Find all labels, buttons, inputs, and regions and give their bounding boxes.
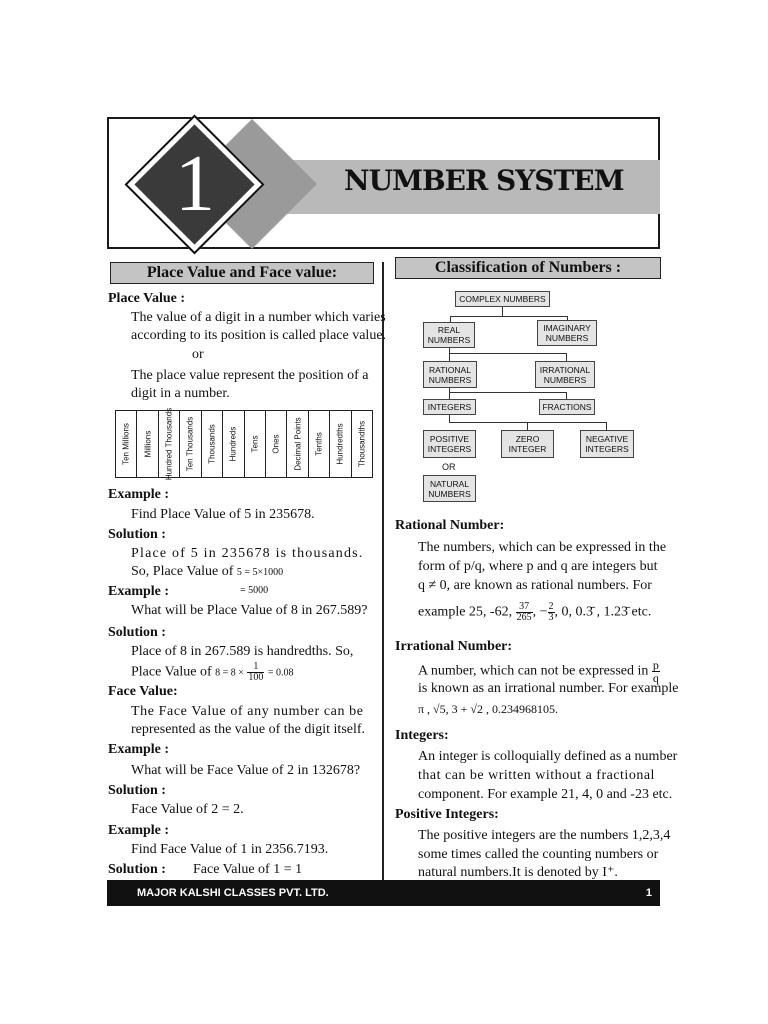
connector xyxy=(449,392,567,393)
face-value-line-2: represented as the value of the digit itself. xyxy=(131,722,366,737)
or-text: or xyxy=(192,347,204,362)
column-divider xyxy=(382,262,384,882)
example-3-question: What will be Face Value of 2 in 132678? xyxy=(131,763,361,778)
connector xyxy=(527,422,528,430)
page-footer xyxy=(107,880,660,906)
right-section-heading: Classification of Numbers : xyxy=(395,257,661,279)
solution-2-line-1: Place of 8 in 267.589 is handredths. So, xyxy=(131,644,354,659)
pv-column: Hundred Thousands xyxy=(158,411,179,477)
solution-1-label: Solution : xyxy=(108,527,166,542)
pv-column: Ten Thousands xyxy=(179,411,200,477)
fraction-p-over-q: $\frac{p}{q}$ xyxy=(652,658,659,685)
connector xyxy=(449,422,607,423)
pv-column: Millions xyxy=(136,411,157,477)
node-positive-integers: POSITIVE INTEGERS xyxy=(423,430,476,458)
pv-column: Tenths xyxy=(308,411,329,477)
solution-3-text: Face Value of 2 = 2. xyxy=(131,802,244,817)
connector xyxy=(566,392,567,399)
rational-line-2: form of p/q, where p and q are integers but xyxy=(418,559,658,574)
chapter-number: 1 xyxy=(175,140,215,228)
rational-number-label: Rational Number: xyxy=(395,518,505,533)
pv-column: Hundredths xyxy=(329,411,350,477)
place-value-table xyxy=(115,407,373,481)
example-2-label: Example : xyxy=(108,584,170,599)
node-integers: INTEGERS xyxy=(423,399,476,415)
rational-line-4: example 25, -62, $\frac{37}{265}$ , − $\frac{2}{3}$ , 0, 0.3̄ , 1.23̄ etc. xyxy=(418,601,652,623)
chapter-title: NUMBER SYSTEM xyxy=(344,164,624,197)
connector xyxy=(502,307,503,316)
footer-publisher: MAJOR KALSHI CLASSES PVT. LTD. xyxy=(137,887,329,899)
pv-definition-alt-line-2: digit in a number. xyxy=(131,386,230,401)
page-number: 1 xyxy=(645,887,652,899)
connector xyxy=(449,353,567,354)
irrational-line-3: π , √5, 3 + √2 , 0.234968105. xyxy=(418,702,558,716)
left-section-heading: Place Value and Face value: xyxy=(110,262,374,284)
pv-column: Thousands xyxy=(201,411,222,477)
integers-line-1: An integer is colloquially defined as a number xyxy=(418,749,678,764)
node-fractions: FRACTIONS xyxy=(539,399,595,415)
solution-4-label: Solution : xyxy=(108,862,166,877)
fraction-2-over-3: $\frac{2}{3}$ xyxy=(548,601,554,623)
connector xyxy=(566,353,567,361)
node-irrational-numbers: IRRATIONAL NUMBERS xyxy=(535,361,595,388)
example-1-label: Example : xyxy=(108,487,170,502)
solution-3-label: Solution : xyxy=(108,783,166,798)
solution-2-line-2: Place Value of 8 = 8 × $\frac{1}{100}$ = 0.08 xyxy=(131,661,294,683)
positive-line-3: natural numbers.It is denoted by I⁺. xyxy=(418,865,618,880)
rational-line-1: The numbers, which can be expressed in the xyxy=(418,540,667,555)
pv-column: Ones xyxy=(265,411,286,477)
pv-column: Hundreds xyxy=(222,411,243,477)
node-zero-integer: ZERO INTEGER xyxy=(501,430,554,458)
fraction-37-over-265: $\frac{37}{265}$ xyxy=(516,601,532,623)
rational-line-3: q ≠ 0, are known as rational numbers. For xyxy=(418,578,652,593)
face-value-label: Face Value: xyxy=(108,684,178,699)
pv-column: Thousandths xyxy=(351,411,373,477)
solution-2-label: Solution : xyxy=(108,625,166,640)
place-value-label: Place Value : xyxy=(108,291,185,306)
solution-1-line-1: Place of 5 in 235678 is thousands. xyxy=(131,546,364,561)
pv-definition-line-1: The value of a digit in a number which varies xyxy=(131,310,386,325)
pv-column: Tens xyxy=(244,411,265,477)
solution-1-math: 5 = 5×1000 xyxy=(236,567,284,578)
irrational-line-1: A number, which can not be expressed in $\frac{p}{q}$ xyxy=(418,658,659,685)
node-imaginary-numbers: IMAGINARY NUMBERS xyxy=(537,320,597,346)
node-complex-numbers: COMPLEX NUMBERS xyxy=(455,291,550,307)
connector xyxy=(606,422,607,430)
solution-1-line-2: So, Place Value of 5 = 5×1000 xyxy=(131,564,284,579)
diagram-or-text: OR xyxy=(442,462,456,472)
example-4-question: Find Face Value of 1 in 2356.7193. xyxy=(131,842,329,857)
pv-definition-alt-line-1: The place value represent the position of a xyxy=(131,368,369,383)
example-4-label: Example : xyxy=(108,823,170,838)
fraction-1-over-100: $\frac{1}{100}$ xyxy=(248,661,264,683)
connector xyxy=(449,392,450,399)
connector xyxy=(450,316,568,317)
integers-line-3: component. For example 21, 4, 0 and -23 etc. xyxy=(418,787,673,802)
node-negative-integers: NEGATIVE INTEGERS xyxy=(580,430,634,458)
pv-column: Ten Millions xyxy=(115,411,136,477)
connector xyxy=(449,353,450,361)
face-value-line-1: The Face Value of any number can be xyxy=(131,704,364,719)
solution-4-text: Face Value of 1 = 1 xyxy=(193,862,303,877)
pv-definition-line-2: according to its position is called place value. xyxy=(131,328,387,343)
example-1-question: Find Place Value of 5 in 235678. xyxy=(131,507,315,522)
integers-label: Integers: xyxy=(395,728,449,743)
irrational-number-label: Irrational Number: xyxy=(395,639,513,654)
irrational-line-2: is known as an irrational number. For example xyxy=(418,681,679,696)
solution-1-result: = 5000 xyxy=(240,585,269,596)
positive-line-1: The positive integers are the numbers 1,2,3,4 xyxy=(418,828,671,843)
pv-column: Decimal Points xyxy=(286,411,307,477)
node-rational-numbers: RATIONAL NUMBERS xyxy=(423,361,477,388)
example-2-question: What will be Place Value of 8 in 267.589? xyxy=(131,603,368,618)
node-natural-numbers: NATURAL NUMBERS xyxy=(423,475,476,502)
node-real-numbers: REAL NUMBERS xyxy=(423,322,475,348)
example-3-label: Example : xyxy=(108,742,170,757)
positive-line-2: some times called the counting numbers or xyxy=(418,847,659,862)
integers-line-2: that can be written without a fractional xyxy=(418,768,655,783)
positive-integers-label: Positive Integers: xyxy=(395,807,499,822)
